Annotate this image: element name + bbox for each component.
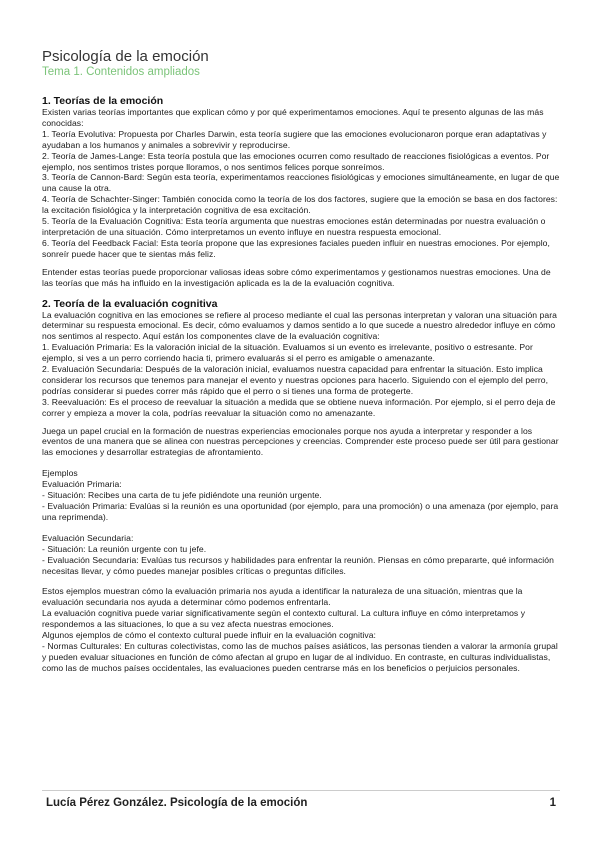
appraisal-item: 1. Evaluación Primaria: Es la valoración inicial de la situación. Evaluamos si un evento es irrelevante, positivo o estresante. Por ejemplo, si ves a un perro corriendo hacia ti, primero evaluarás si el perro es amigable o amenazante. <box>42 342 533 364</box>
page-number: 1 <box>549 797 556 809</box>
theory-item: 2. Teoría de James-Lange: Esta teoría postula que las emociones ocurren como resultado de reacciones fisiológicas a eventos. Por ejemplo, nos sentimos tristes porque lloramos, o nos sentimos felices porque sonreímos. <box>42 150 550 172</box>
document-page <box>42 48 560 674</box>
examples-closing-line: - Normas Culturales: En culturas colectivistas, como las de muchos países asiáticos, las personas tienden a valorar la armonía grupal y pueden evaluar situaciones en función de cómo afectan al grupo en lugar de al individuo. En contraste, en culturas individualistas, como las de muchos países occidentales, las evaluaciones pueden centrarse más en los beneficios o perjuicios personales. <box>42 640 558 673</box>
document-subtitle: Tema 1. Contenidos ampliados <box>42 66 200 78</box>
secondary-appraisal-label: Evaluación Secundaria: <box>42 532 134 543</box>
footer-author-title: Lucía Pérez González. Psicología de la emoción <box>46 797 308 809</box>
example-item: - Situación: Recibes una carta de tu jefe pidiéndote una reunión urgente. <box>42 490 322 501</box>
appraisal-item: 2. Evaluación Secundaria: Después de la valoración inicial, evaluamos nuestra capacidad para enfrentar la situación. Esto implica considerar los recursos que tenemos para manejar el evento y nuestras opciones para hacerlo. Siguiendo con el ejemplo del perro, podrías considerar si puedes correr más rápido que el perro o si tienes una forma de protegerte. <box>42 364 549 396</box>
examples-closing-line: La evaluación cognitiva puede variar significativamente según el contexto cultural. La cultura influye en cómo interpretamos y respondemos a las situaciones, lo que a su vez afecta nuestras emociones. <box>42 608 526 630</box>
section-2-intro: La evaluación cognitiva en las emociones se refiere al proceso mediante el cual las personas interpretan y valoran una situación para determinar su respuesta emocional. Es decir, cómo evaluamos y damos sentido a lo que sucede a nuestro alrededor influye en cómo nos sentimos al respecto. Aquí están los componentes clave de la evaluación cognitiva: <box>42 309 557 342</box>
section-2-heading: 2. Teoría de la evaluación cognitiva <box>42 297 218 310</box>
section-1-heading: 1. Teorías de la emoción <box>42 95 164 107</box>
examples-closing-line: Algunos ejemplos de cómo el contexto cultural puede influir en la evaluación cognitiva: <box>42 630 376 641</box>
theory-item: 5. Teoría de la Evaluación Cognitiva: Esta teoría argumenta que nuestras emociones están determinadas por nuestra evaluación o interpretación de una situación. Cómo interpretamos un evento influye en nuestra respuesta emocional. <box>42 216 546 237</box>
section-1-intro: Existen varias teorías importantes que explican cómo y por qué experimentamos emociones. Aquí te presento algunas de las más conocidas: <box>42 107 544 128</box>
example-item: - Evaluación Secundaria: Evalúas tus recursos y habilidades para enfrentar la reunión. Piensas en cómo prepararte, qué información necesitas llevar, y cómo puedes manejar posibles críticas o preguntas difíciles. <box>42 554 554 576</box>
theory-item: 3. Teoría de Cannon-Bard: Según esta teoría, experimentamos reacciones fisiológicas y emociones simultáneamente, en lugar de que una cause la otra. <box>42 172 560 194</box>
examples-closing-line: Estos ejemplos muestran cómo la evaluación primaria nos ayuda a identificar la naturaleza de una situación, mientras que la evaluación secundaria nos ayuda a determinar cómo podemos enfrentarla. <box>42 586 523 608</box>
example-item: - Situación: La reunión urgente con tu jefe. <box>42 543 207 554</box>
page-footer <box>46 797 556 809</box>
examples-title: Ejemplos <box>42 468 78 479</box>
primary-appraisal-label: Evaluación Primaria: <box>42 479 122 490</box>
appraisal-item: 3. Reevaluación: Es el proceso de reevaluar la situación a medida que se obtiene nueva información. Por ejemplo, si el perro deja de correr y empieza a mover la cola, podrías reevaluar la situación como no amenazante. <box>42 396 556 418</box>
example-item: - Evaluación Primaria: Evalúas si la reunión es una oportunidad (por ejemplo, para una promoción) o una amenaza (por ejemplo, para una reprimenda). <box>42 501 559 522</box>
footer-divider <box>42 790 560 791</box>
section-1-closing: Entender estas teorías puede proporcionar valiosas ideas sobre cómo experimentamos y gestionamos nuestras emociones. Una de las teorías que más ha influido en la investigación aplicada es la de la evaluación cognitiva. <box>42 266 551 288</box>
theory-item: 6. Teoría del Feedback Facial: Esta teoría propone que las expresiones faciales pueden influir en nuestras emociones. Por ejemplo, sonreír puede hacer que te sientas más feliz. <box>42 237 550 259</box>
document-title: Psicología de la emoción <box>42 48 209 65</box>
section-2-closing: Juega un papel crucial en la formación de nuestras experiencias emocionales porque nos ayuda a interpretar y responder a los eventos de una manera que se alinea con nuestras percepciones y creencias. Comprender este proceso puede ser útil para gestionar las emociones y desarrollar estrategias de afrontamiento. <box>42 425 559 458</box>
theory-item: 1. Teoría Evolutiva: Propuesta por Charles Darwin, esta teoría sugiere que las emociones evolucionaron porque eran adaptativas y ayudaban a los humanos y animales a sobrevivir y reproducirse. <box>42 128 547 150</box>
theory-item: 4. Teoría de Schachter-Singer: También conocida como la teoría de los dos factores, sugiere que la emoción se basa en dos factores: la excitación fisiológica y la interpretación cognitiva de esa excitación. <box>42 194 558 216</box>
